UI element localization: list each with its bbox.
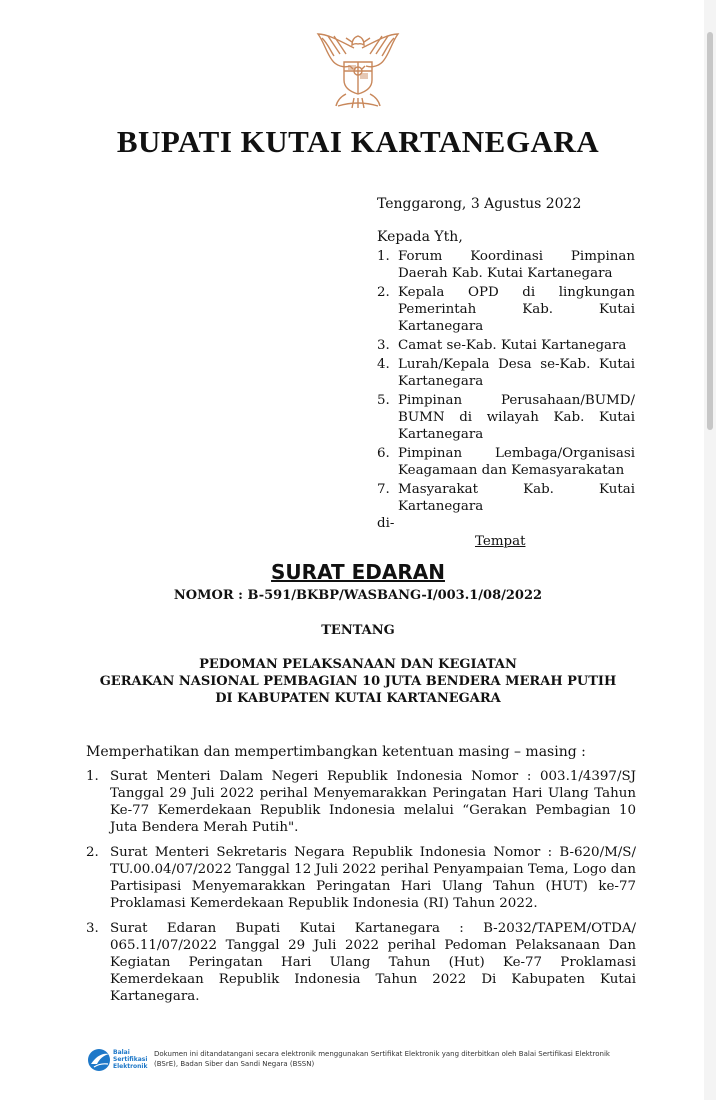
recipient-number: 1. (377, 249, 390, 264)
consideration-number: 1. (86, 769, 99, 784)
tentang-label: TENTANG (321, 623, 395, 638)
document-title: SURAT EDARAN (271, 560, 445, 584)
recipient-item (377, 284, 635, 335)
bsre-logo (86, 1045, 150, 1075)
body-intro: Memperhatikan dan mempertimbangkan ketentuan masing – masing : (86, 744, 586, 760)
addressee-salutation: Kepada Yth, (377, 229, 463, 245)
recipient-item (377, 445, 635, 479)
consideration-item (86, 844, 636, 912)
recipient-text: Pimpinan Lembaga/Organisasi Keagamaan dan Kemasyarakatan (398, 446, 635, 478)
recipient-text: Lurah/Kepala Desa se-Kab. Kutai Kartanegara (398, 357, 635, 389)
recipient-item (377, 337, 635, 354)
letter-date: Tenggarong, 3 Agustus 2022 (377, 196, 582, 212)
scrollbar-thumb[interactable] (707, 32, 713, 430)
recipient-text: Masyarakat Kab. Kutai Kartanegara (398, 482, 635, 514)
garuda-emblem (314, 28, 402, 114)
consideration-item (86, 768, 636, 836)
document-number: NOMOR : B-591/BKBP/WASBANG-I/003.1/08/2022 (173, 588, 543, 603)
recipient-number: 4. (377, 357, 390, 372)
recipient-number: 7. (377, 482, 390, 497)
di-label: di- (377, 516, 395, 531)
consideration-text: Surat Menteri Sekretaris Negara Republik Indonesia Nomor : B-620/M/S/ TU.00.04/07/2022 Tanggal 12 Juli 2022 perihal Penyampaian Tema, Logo dan Partisipasi Menyemarakkan Peringatan Hari Ulang Tahun (HUT) ke-77 Proklamasi Kemerdekaan Republik Indonesia (RI) Tahun 2022. (110, 845, 636, 911)
svg-text:Sertifikasi: Sertifikasi (113, 1056, 148, 1063)
recipient-number: 2. (377, 285, 390, 300)
consideration-item (86, 920, 636, 1005)
recipient-number: 3. (377, 338, 390, 353)
recipient-text: Forum Koordinasi Pimpinan Daerah Kab. Kutai Kartanegara (398, 249, 635, 281)
esignature-disclaimer: Dokumen ini ditandatangani secara elektronik menggunakan Sertifikat Elektronik yang diterbitkan oleh Balai Sertifikasi Elektronik (BSrE), Badan Siber dan Sandi Negara (BSSN) (154, 1050, 610, 1068)
recipient-list (377, 248, 635, 517)
consideration-number: 2. (86, 845, 99, 860)
svg-text:Elektronik: Elektronik (113, 1063, 148, 1070)
bsre-footer (86, 1043, 626, 1077)
recipient-number: 6. (377, 446, 390, 461)
subject-line: PEDOMAN PELAKSANAAN DAN KEGIATAN (199, 657, 517, 672)
recipient-item (377, 356, 635, 390)
recipient-number: 5. (377, 393, 390, 408)
recipient-item (377, 248, 635, 282)
scrollbar-track[interactable] (704, 0, 716, 1100)
recipient-item (377, 481, 635, 515)
consideration-text: Surat Menteri Dalam Negeri Republik Indonesia Nomor : 003.1/4397/SJ Tanggal 29 Juli 2022 perihal Menyemarakkan Peringatan Hari Ulang Tahun Ke-77 Kemerdekaan Republik Indonesia melalui “Gerakan Pembagian 10 Juta Bendera Merah Putih". (110, 769, 636, 835)
svg-text:Balai: Balai (113, 1049, 130, 1056)
document-subject (0, 656, 716, 707)
consideration-number: 3. (86, 921, 99, 936)
consideration-list (86, 768, 636, 1013)
tempat-label: Tempat (475, 534, 526, 549)
recipient-text: Camat se-Kab. Kutai Kartanegara (398, 338, 627, 353)
recipient-item (377, 392, 635, 443)
subject-line: GERAKAN NASIONAL PEMBAGIAN 10 JUTA BENDERA MERAH PUTIH (99, 674, 617, 689)
subject-line: DI KABUPATEN KUTAI KARTANEGARA (215, 691, 501, 706)
regent-heading: BUPATI KUTAI KARTANEGARA (116, 124, 600, 159)
recipient-text: Pimpinan Perusahaan/BUMD/ BUMN di wilayah Kab. Kutai Kartanegara (398, 393, 635, 442)
consideration-text: Surat Edaran Bupati Kutai Kartanegara : B-2032/TAPEM/OTDA/ 065.11/07/2022 Tanggal 29 Juli 2022 perihal Pedoman Pelaksanaan Dan Kegiatan Peringatan Hari Ulang Tahun (Hut) Ke-77 Proklamasi Kemerdekaan Republik Indonesia Tahun 2022 Di Kabupaten Kutai Kartanegara. (110, 921, 636, 1004)
recipient-text: Kepala OPD di lingkungan Pemerintah Kab. Kutai Kartanegara (398, 285, 635, 334)
